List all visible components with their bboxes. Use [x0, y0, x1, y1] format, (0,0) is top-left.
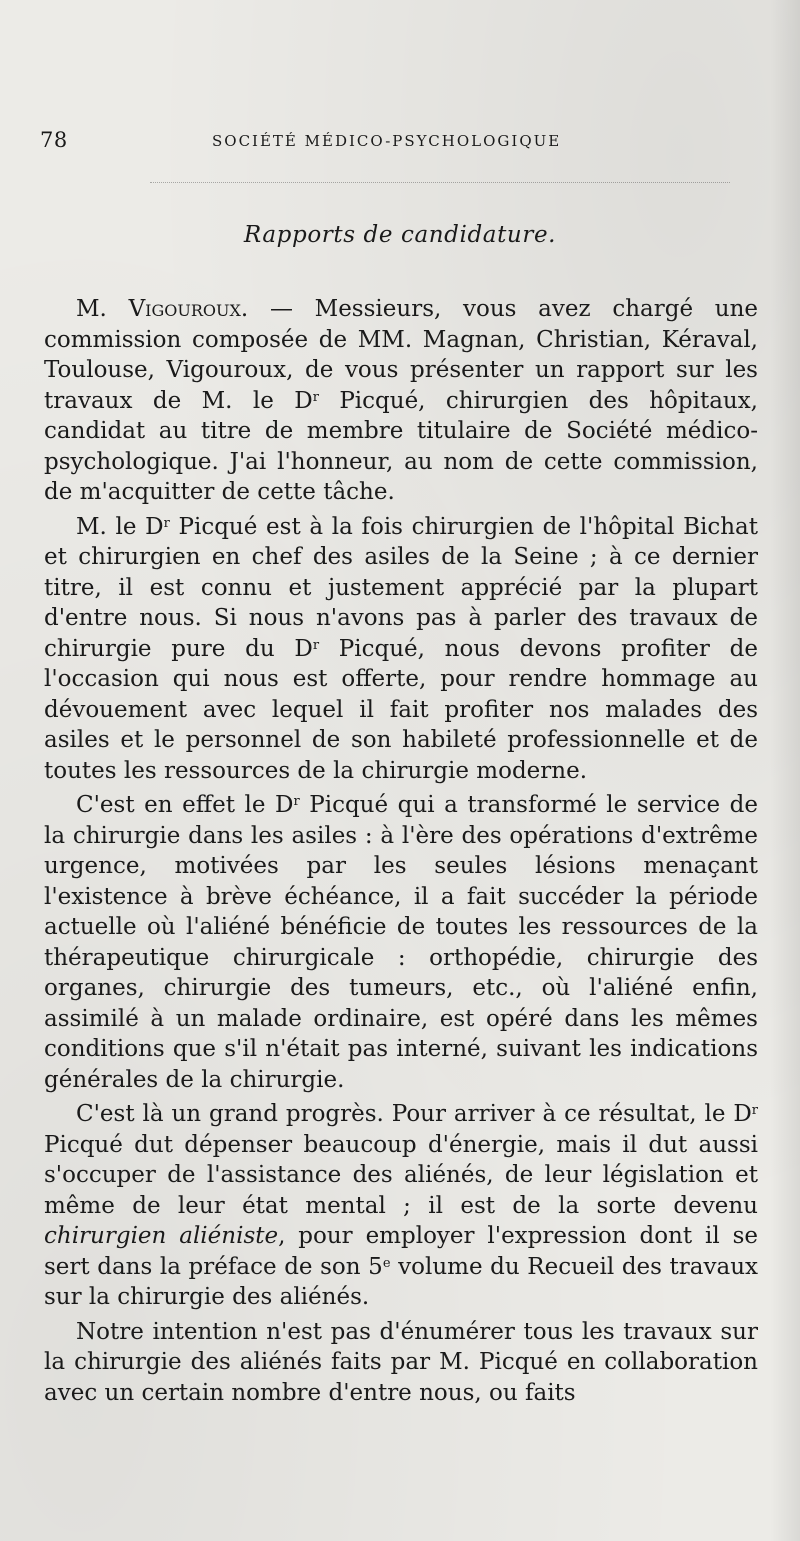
superscript: r	[312, 637, 320, 653]
paragraph-4-text-c: , pour employer l'expression dont il se sert dans la préface de son 5	[44, 1223, 759, 1280]
paragraph-4	[44, 1099, 758, 1313]
paragraph-3	[44, 790, 758, 1095]
page-number: 78	[40, 128, 68, 152]
paragraph-3-text-a: C'est en effet le D	[76, 792, 294, 818]
superscript: r	[751, 1103, 758, 1118]
superscript: r	[293, 794, 300, 809]
paragraph-4-text-d: volume du Recueil des travaux sur la chirurgie des aliénés.	[44, 1253, 758, 1310]
paragraph-4-text-a: C'est là un grand progrès. Pour arriver à ce résultat, le D	[76, 1101, 752, 1127]
paragraph-5	[44, 1317, 758, 1409]
paragraph-2	[44, 512, 758, 787]
paragraph-2-text-b: Picqué est à la fois chirurgien de l'hôpital Bichat et chirurgien en chef des asiles de la Seine ; à ce dernier titre, il est connu et justement apprécié par la plupart d'entre nous. Si nous n'avons pas à parler des travaux de chirurgie pure du D	[44, 513, 758, 662]
paragraph-3-text-b: Picqué qui a transformé le service de la chirurgie dans les asiles : à l'ère des opérations d'extrême urgence, motivées par les seules lésions menaçant l'existence à brève échéance, il a fait succéder la période actuelle où l'aliéné bénéficie de toutes les ressources de la thérapeutique chirurgicale : orthopédie, chirurgie des organes, chirurgie des tumeurs, etc., où l'aliéné enfin, assimilé à un malade ordinaire, est opéré dans les mêmes conditions que s'il n'était pas interné, suivant les indications générales de la chirurgie.	[44, 792, 758, 1093]
section-title: Rapports de candidature.	[243, 222, 557, 248]
paragraph-2-text-c: Picqué, nous devons profiter de l'occasion qui nous est offerte, pour rendre hommage au dévouement avec lequel il fait profiter nos malades des asiles et le personnel de son habileté professionnelle et de toutes les ressources de la chirurgie moderne.	[44, 635, 758, 784]
header-divider	[150, 182, 730, 183]
superscript: r	[312, 389, 319, 405]
paragraph-4-text-b: Picqué dut dépenser beaucoup d'énergie, mais il dut aussi s'occuper de l'assistance des aliénés, de leur législation et même de leur état mental ; il est de la sorte devenu	[44, 1131, 758, 1219]
paragraph-1	[44, 294, 758, 508]
paragraph-5-text: Notre intention n'est pas d'énumérer tous les travaux sur la chirurgie des aliénés faits par M. Picqué en collaboration avec un certain nombre d'entre nous, ou faits	[44, 1318, 758, 1406]
speaker-name: M. Vigouroux.	[76, 296, 249, 322]
page-header	[40, 128, 760, 158]
superscript: e	[382, 1255, 391, 1271]
paragraph-1-text: — Messieurs, vous avez chargé une commission composée de MM. Magnan, Christian, Kéraval, Toulouse, Vigouroux, de vous présenter un rapport sur les travaux de M. le D	[44, 296, 758, 414]
running-title: SOCIÉTÉ MÉDICO-PSYCHOLOGIQUE	[212, 132, 562, 150]
paragraph-1-text-end: Picqué, chirurgien des hôpitaux, candidat au titre de membre titulaire de Société médico-psychologique. J'ai l'honneur, au nom de cette commission, de m'acquitter de cette tâche.	[44, 387, 758, 505]
body-text	[44, 294, 758, 1412]
superscript: r	[163, 515, 170, 531]
italic-phrase: chirurgien aliéniste	[44, 1223, 279, 1249]
paragraph-2-text-a: M. le D	[76, 513, 164, 540]
